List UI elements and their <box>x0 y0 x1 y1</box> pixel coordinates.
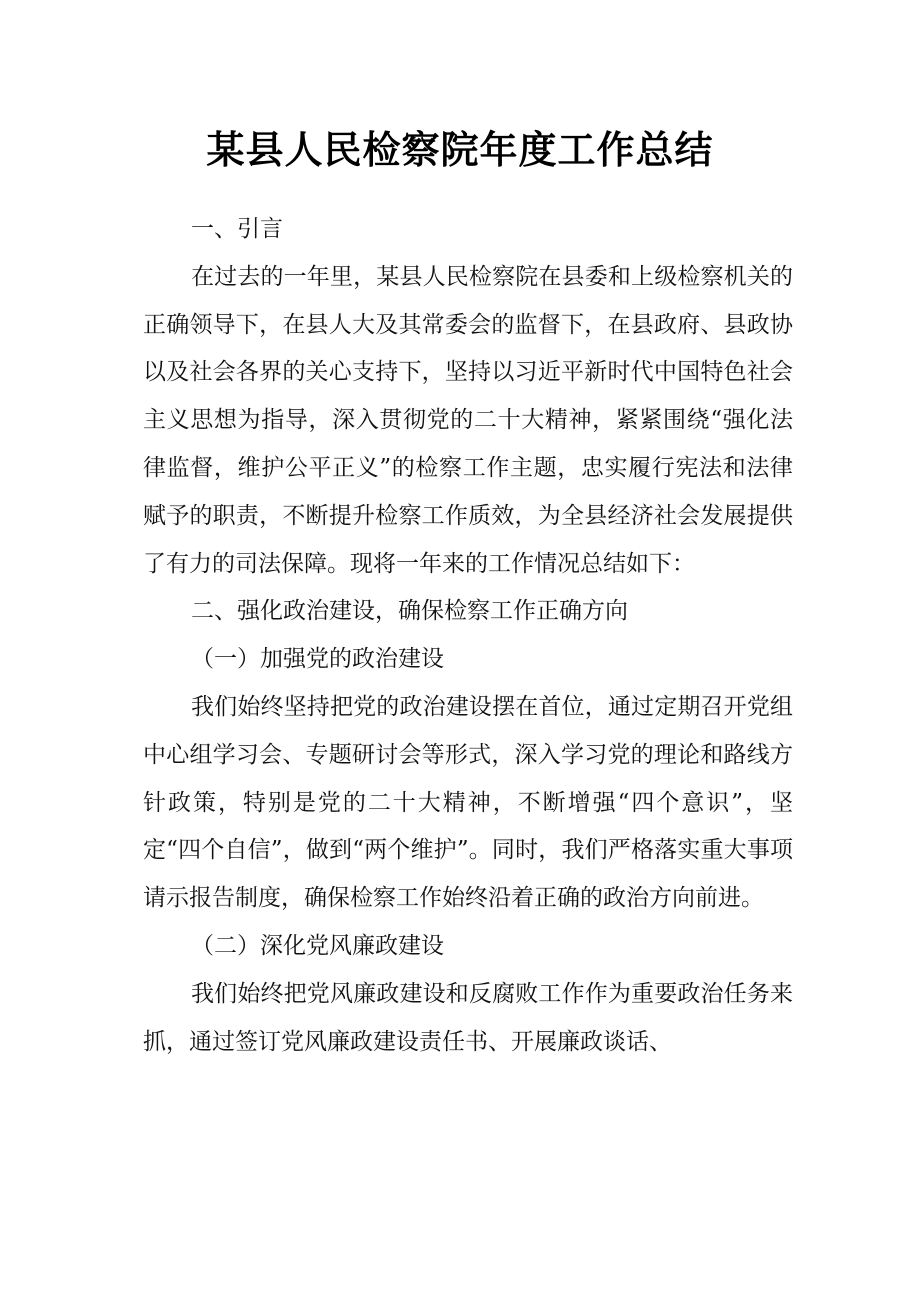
paragraph-integrity-building: 我们始终把党风廉政建设和反腐败工作作为重要政治任务来抓，通过签订党风廉政建设责任书、开展廉政谈话、 <box>143 980 793 1055</box>
document-body <box>143 206 793 1066</box>
document-title: 某县人民检察院年度工作总结 <box>206 128 714 172</box>
subsection-heading-1: （一）加强党的政治建设 <box>191 646 444 673</box>
paragraph-intro: 在过去的一年里，某县人民检察院在县委和上级检察机关的正确领导下，在县人大及其常委会的监督下，在县政府、县政协以及社会各界的关心支持下，坚持以习近平新时代中国特色社会主义思想为指导，深入贯彻党的二十大精神，紧紧围绕“强化法律监督，维护公平正义”的检察工作主题，忠实履行宪法和法律赋予的职责，不断提升检察工作质效，为全县经济社会发展提供了有力的司法保障。现将一年来的工作情况总结如下： <box>143 263 793 577</box>
section-heading-1: 一、引言 <box>191 216 283 242</box>
section-heading-2: 二、强化政治建设，确保检察工作正确方向 <box>191 598 628 625</box>
paragraph-political-building: 我们始终坚持把党的政治建设摆在首位，通过定期召开党组中心组学习会、专题研讨会等形式，深入学习党的理论和路线方针政策，特别是党的二十大精神，不断增强“四个意识”，坚定“四个自信”，做到“两个维护”。同时，我们严格落实重大事项请示报告制度，确保检察工作始终沿着正确的政治方向前进。 <box>143 693 793 912</box>
subsection-heading-2: （二）深化党风廉政建设 <box>191 932 444 959</box>
